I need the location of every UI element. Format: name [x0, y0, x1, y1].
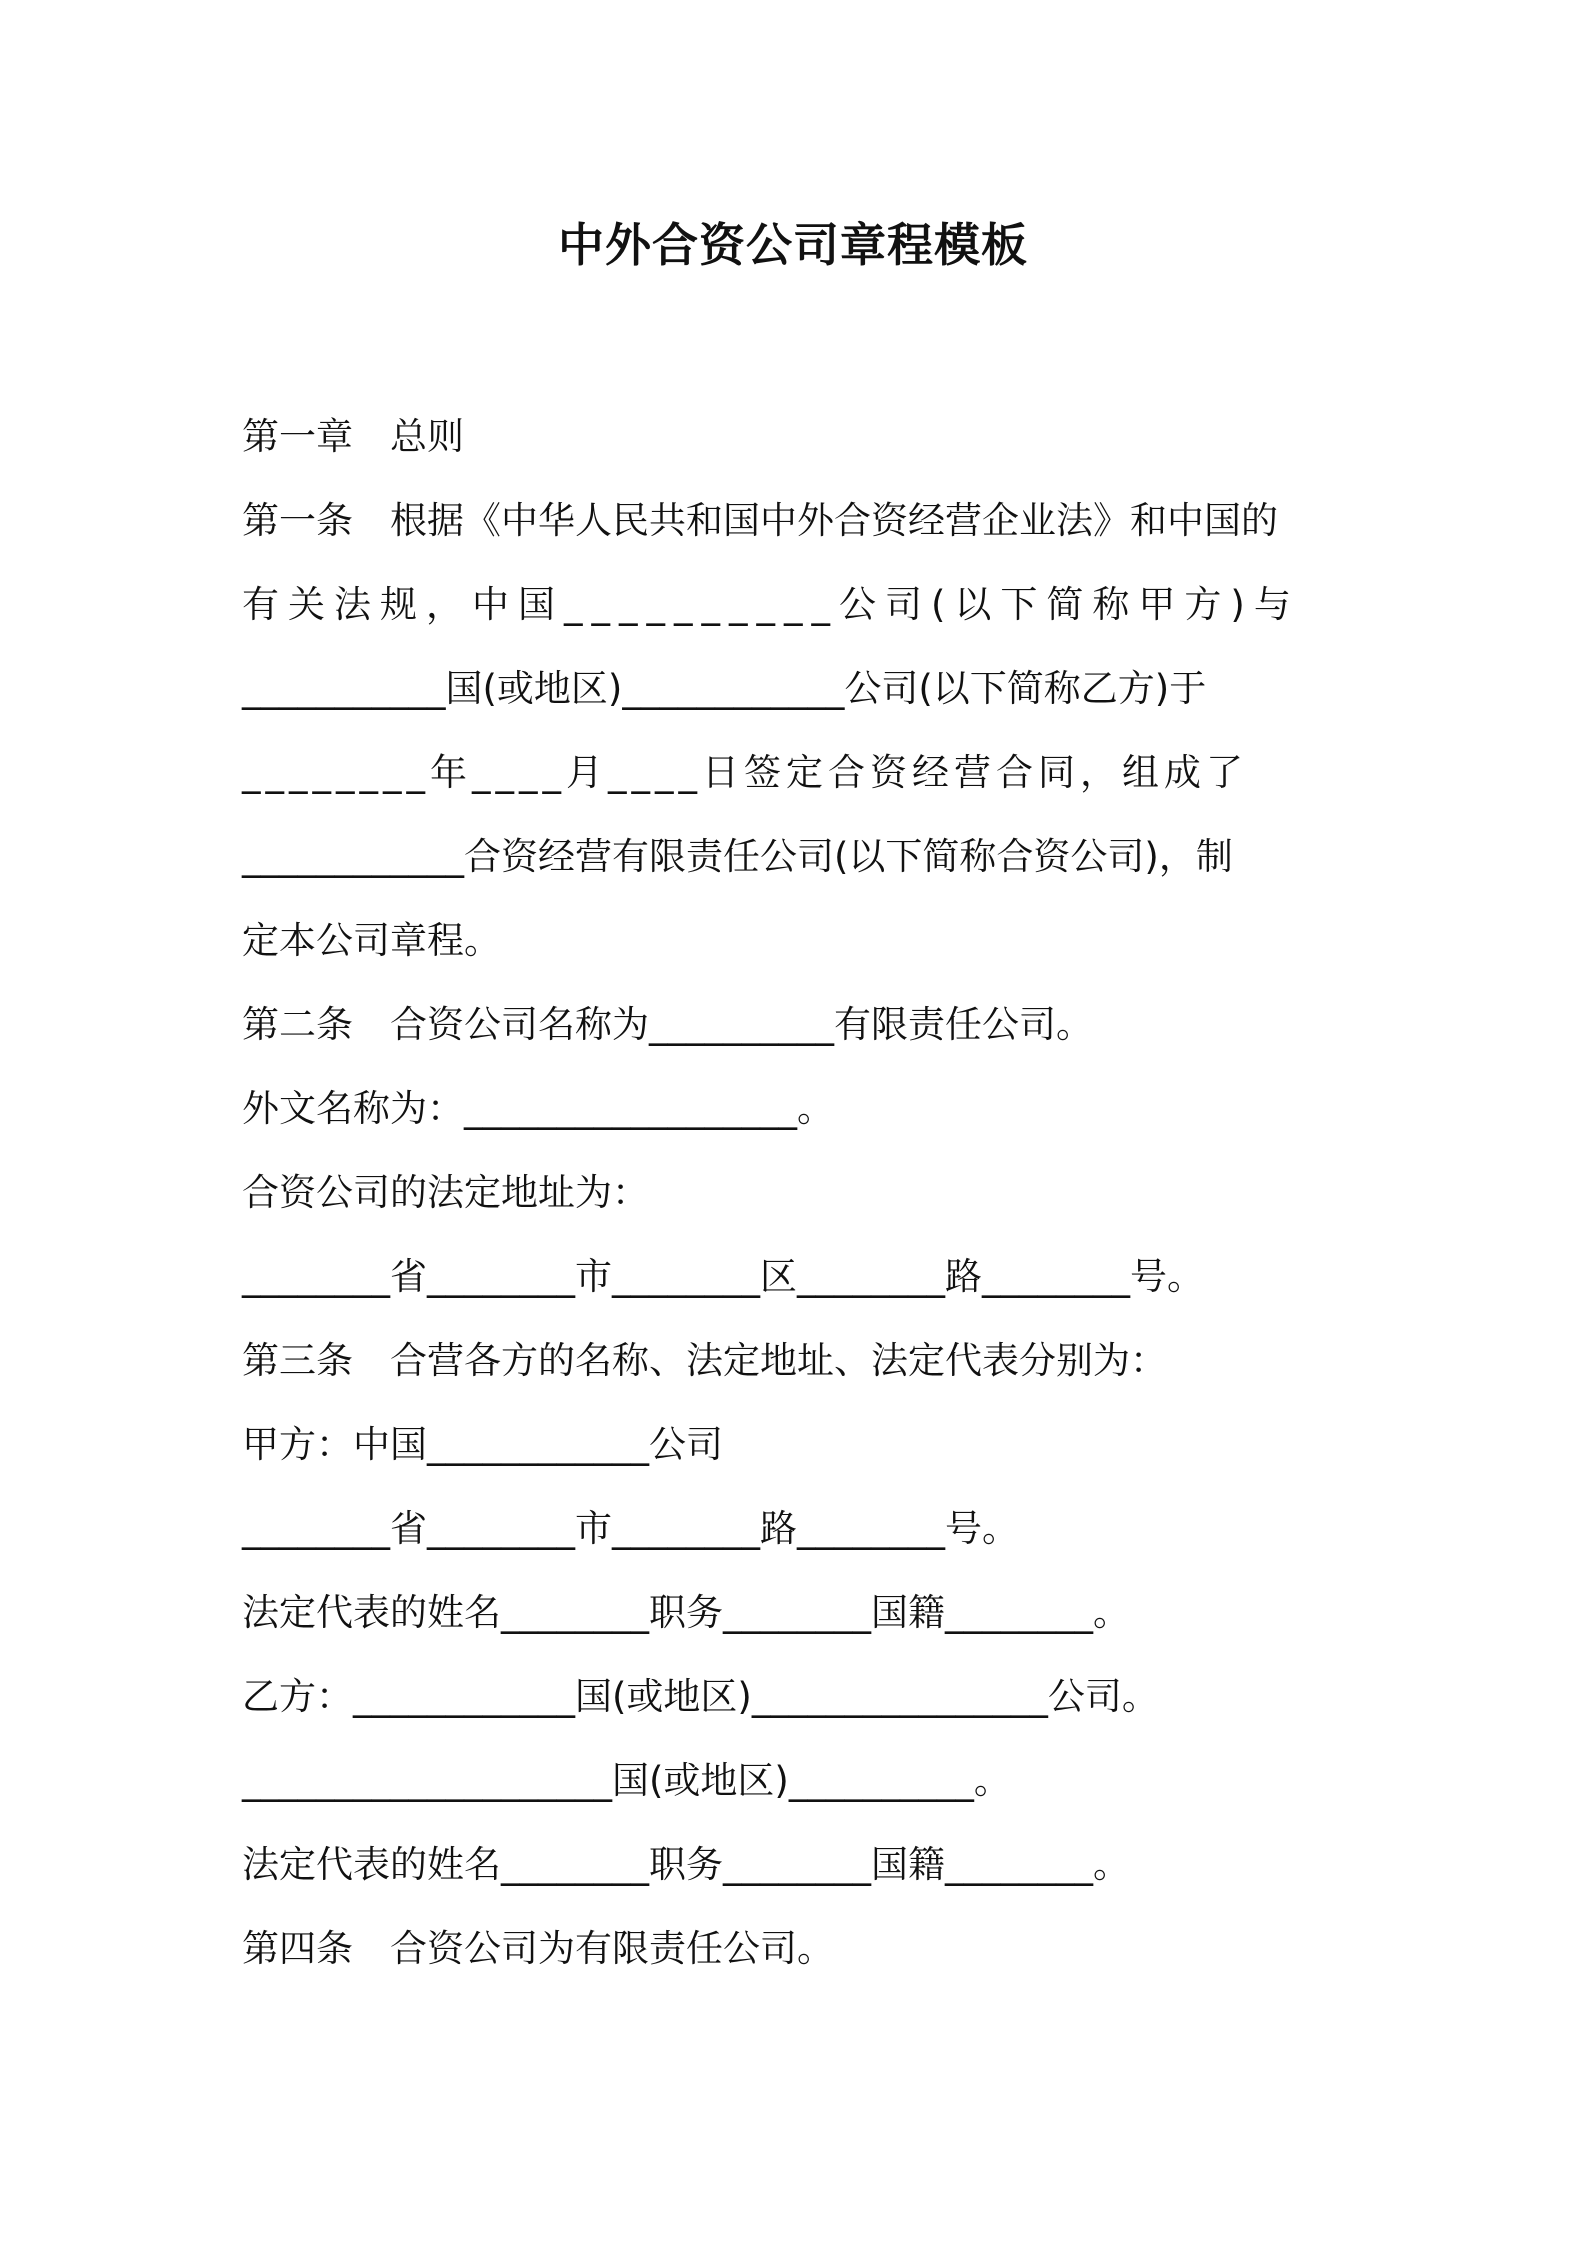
article-2-line-1: 第二条 合资公司名称为__________有限责任公司。 — [242, 1003, 1093, 1046]
article-1-line-4: ________年____月____日签定合资经营合同，组成了 — [242, 751, 1248, 794]
legal-address-label: 合资公司的法定地址为： — [242, 1171, 649, 1214]
article-1-line-3: ___________国(或地区)____________公司(以下简称乙方)于 — [242, 667, 1207, 710]
party-a-representative-line: 法定代表的姓名________职务________国籍________。 — [242, 1591, 1130, 1634]
party-b-name-line: 乙方：____________国(或地区)________________公司。 — [242, 1675, 1159, 1718]
legal-address-line: ________省________市________区________路________号。 — [242, 1255, 1204, 1298]
article-1-line-6: 定本公司章程。 — [242, 919, 501, 962]
article-4-line-1: 第四条 合资公司为有限责任公司。 — [242, 1927, 834, 1970]
foreign-name-line: 外文名称为：__________________。 — [242, 1087, 834, 1130]
chapter-heading: 第一章 总则 — [242, 415, 464, 458]
article-1-line-1: 第一条 根据《中华人民共和国中外合资经营企业法》和中国的 — [242, 499, 1278, 542]
party-a-name-line: 甲方：中国____________公司 — [242, 1423, 723, 1466]
article-1-line-2: 有关法规，中国__________公司(以下简称甲方)与 — [242, 583, 1300, 626]
document-title: 中外合资公司章程模板 — [558, 218, 1028, 272]
article-1-line-5: ____________合资经营有限责任公司(以下简称合资公司)，制 — [242, 835, 1233, 878]
article-3-line-1: 第三条 合营各方的名称、法定地址、法定代表分别为： — [242, 1339, 1167, 1382]
party-b-representative-line: 法定代表的姓名________职务________国籍________。 — [242, 1843, 1130, 1886]
party-a-address-line: ________省________市________路________号。 — [242, 1507, 1019, 1550]
party-b-address-line: ____________________国(或地区)__________。 — [242, 1759, 1011, 1802]
